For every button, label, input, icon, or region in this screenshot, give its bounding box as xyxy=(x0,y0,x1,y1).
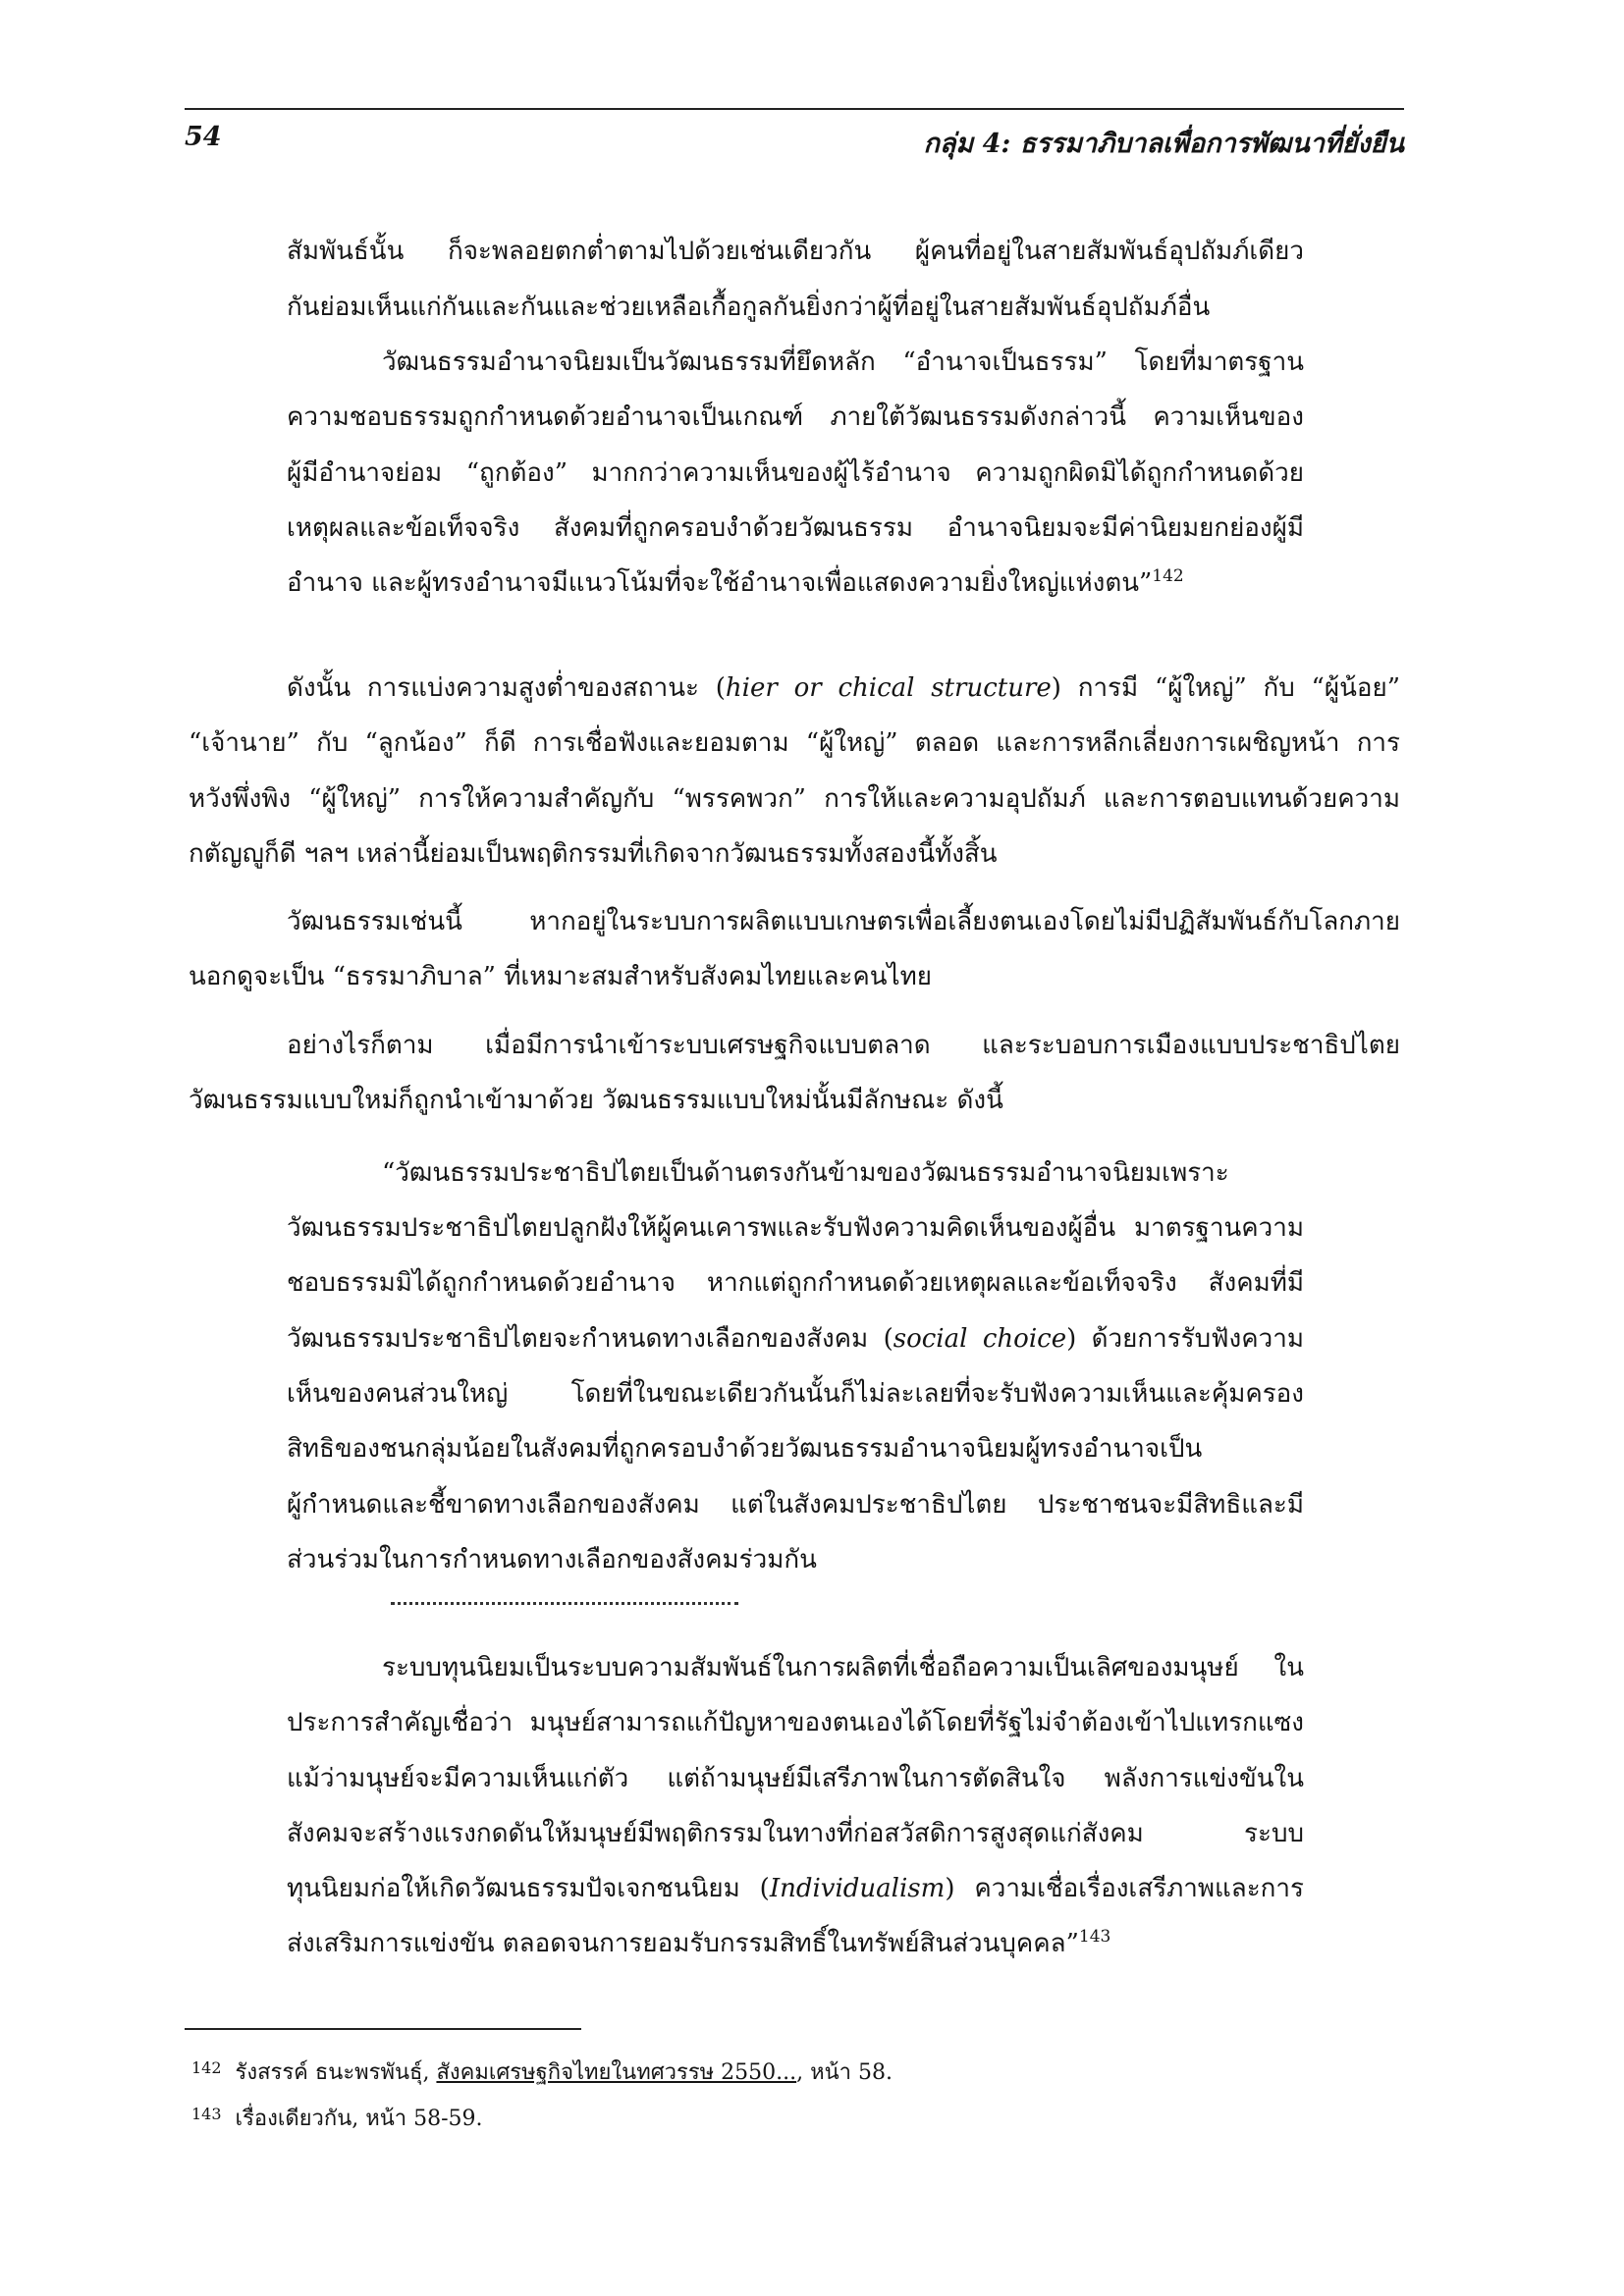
body-line: “เจ้านาย” กับ “ลูกน้อง” ก็ดี การเชื่อฟังและยอมตาม “ผู้ใหญ่” ตลอด และการหลีกเลี่ยงการเผชิญหน้า การ xyxy=(189,728,1400,758)
body-line: ความชอบธรรมถูกกำหนดด้วยอำนาจเป็นเกณฑ์ ภายใต้วัฒนธรรมดังกล่าวนี้ ความเห็นของ xyxy=(287,402,1304,432)
body-line: นอกดูจะเป็น “ธรรมาภิบาล” ที่เหมาะสมสำหรับสังคมไทยและคนไทย xyxy=(189,962,932,991)
italic-term: social choice xyxy=(893,1324,1067,1354)
body-text: ดังนั้น การแบ่งความสูงต่ำของสถานะ ( xyxy=(287,673,726,703)
body-text: วัฒนธรรมประชาธิปไตยจะกำหนดทางเลือกของสังคม ( xyxy=(287,1324,893,1354)
body-text: ) ความเชื่อเรื่องเสรีภาพและการ xyxy=(945,1874,1304,1903)
ellipsis-separator xyxy=(391,1602,738,1605)
body-line: เหตุผลและข้อเท็จจริง สังคมที่ถูกครอบงำด้วยวัฒนธรรม อำนาจนิยมจะมีค่านิยมยกย่องผู้มี xyxy=(287,513,1304,543)
body-line xyxy=(287,675,1400,701)
body-text: อำนาจ และผู้ทรงอำนาจมีแนวโน้มที่จะใช้อำนาจเพื่อแสดงความยิ่งใหญ่แห่งตน” xyxy=(287,568,1153,598)
footnote-142 xyxy=(191,2058,893,2085)
header-rule xyxy=(185,108,1404,110)
body-line: วัฒนธรรมแบบใหม่ก็ถูกนำเข้ามาด้วย วัฒนธรรมแบบใหม่นั้นมีลักษณะ ดังนี้ xyxy=(189,1086,1003,1115)
body-line: ผู้กำหนดและชี้ขาดทางเลือกของสังคม แต่ในสังคมประชาธิปไตย ประชาชนจะมีสิทธิและมี xyxy=(287,1490,1304,1520)
footnote-text: เรื่องเดียวกัน, หน้า 58-59. xyxy=(235,2107,483,2131)
body-line xyxy=(287,1927,1111,1958)
footnote-ref: 142 xyxy=(1152,566,1184,586)
page-number: 54 xyxy=(185,122,222,152)
footnote-143 xyxy=(191,2105,483,2131)
body-line xyxy=(287,566,1184,598)
body-line xyxy=(287,1876,1304,1901)
body-line xyxy=(287,1326,1304,1352)
italic-term: hier or chical structure xyxy=(725,673,1052,703)
body-text: ) ด้วยการรับฟังความ xyxy=(1066,1324,1304,1354)
body-text: ส่งเสริมการแข่งขัน ตลอดจนการยอมรับกรรมสิทธิ์ในทรัพย์สินส่วนบุคคล” xyxy=(287,1929,1079,1958)
footnote-number: 143 xyxy=(191,2105,222,2123)
footnote-author: รังสรรค์ ธนะพรพันธุ์, xyxy=(235,2060,437,2085)
footnote-number: 142 xyxy=(191,2058,222,2077)
body-line: สัมพันธ์นั้น ก็จะพลอยตกต่ำตามไปด้วยเช่นเดียวกัน ผู้คนที่อยู่ในสายสัมพันธ์อุปถัมภ์เดียว xyxy=(287,237,1304,266)
body-line: เห็นของคนส่วนใหญ่ โดยที่ในขณะเดียวกันนั้นก็ไม่ละเลยที่จะรับฟังความเห็นและคุ้มครอง xyxy=(287,1379,1304,1409)
body-line: แม้ว่ามนุษย์จะมีความเห็นแก่ตัว แต่ถ้ามนุษย์มีเสรีภาพในการตัดสินใจ พลังการแข่งขันใน xyxy=(287,1764,1304,1793)
body-text: ทุนนิยมก่อให้เกิดวัฒนธรรมปัจเจกชนนิยม ( xyxy=(287,1874,770,1903)
body-line: ส่วนร่วมในการกำหนดทางเลือกของสังคมร่วมกัน xyxy=(287,1545,817,1575)
body-line: วัฒนธรรมประชาธิปไตยปลูกฝังให้ผู้คนเคารพและรับฟังความคิดเห็นของผู้อื่น มาตรฐานความ xyxy=(287,1213,1304,1243)
running-title: กลุ่ม 4: ธรรมาภิบาลเพื่อการพัฒนาที่ยั่งยืน xyxy=(923,129,1404,159)
body-line: สังคมจะสร้างแรงกดดันให้มนุษย์มีพฤติกรรมในทางที่ก่อสวัสดิการสูงสุดแก่สังคม ระบบ xyxy=(287,1819,1304,1848)
body-line: ประการสำคัญเชื่อว่า มนุษย์สามารถแก้ปัญหาของตนเองได้โดยที่รัฐไม่จำต้องเข้าไปแทรกแซง xyxy=(287,1708,1304,1737)
italic-term: Individualism xyxy=(769,1874,946,1903)
body-line: วัฒนธรรมเช่นนี้ หากอยู่ในระบบการผลิตแบบเกษตรเพื่อเลี้ยงตนเองโดยไม่มีปฏิสัมพันธ์กับโลกภาย xyxy=(287,907,1400,936)
body-text: ) การมี “ผู้ใหญ่” กับ “ผู้น้อย” xyxy=(1051,673,1400,703)
body-line: หวังพึ่งพิง “ผู้ใหญ่” การให้ความสำคัญกับ “พรรคพวก” การให้และความอุปถัมภ์ และการตอบแทนด้วยความ xyxy=(189,784,1400,814)
footnote-rest: , หน้า 58. xyxy=(796,2060,893,2085)
body-line: กันย่อมเห็นแก่กันและกันและช่วยเหลือเกื้อกูลกันยิ่งกว่าผู้ที่อยู่ในสายสัมพันธ์อุปถัมภ์อื่น xyxy=(287,293,1211,322)
body-line: สิทธิของชนกลุ่มน้อยในสังคมที่ถูกครอบงำด้วยวัฒนธรรมอำนาจนิยมผู้ทรงอำนาจเป็น xyxy=(287,1434,1203,1464)
body-line: ผู้มีอำนาจย่อม “ถูกต้อง” มากกว่าความเห็นของผู้ไร้อำนาจ ความถูกผิดมิได้ถูกกำหนดด้วย xyxy=(287,458,1304,488)
body-line: อย่างไรก็ตาม เมื่อมีการนำเข้าระบบเศรษฐกิจแบบตลาด และระบอบการเมืองแบบประชาธิปไตย xyxy=(287,1031,1400,1060)
footnote-rule xyxy=(185,2028,581,2030)
body-line: ชอบธรรมมิได้ถูกกำหนดด้วยอำนาจ หากแต่ถูกกำหนดด้วยเหตุผลและข้อเท็จจริง สังคมที่มี xyxy=(287,1268,1304,1298)
body-line: “วัฒนธรรมประชาธิปไตยเป็นด้านตรงกันข้ามของวัฒนธรรมอำนาจนิยมเพราะ xyxy=(382,1158,1229,1188)
body-line: กตัญญูก็ดี ฯลฯ เหล่านี้ย่อมเป็นพฤติกรรมที่เกิดจากวัฒนธรรมทั้งสองนี้ทั้งสิ้น xyxy=(189,839,998,869)
footnote-ref: 143 xyxy=(1078,1927,1111,1947)
body-line: ระบบทุนนิยมเป็นระบบความสัมพันธ์ในการผลิตที่เชื่อถือความเป็นเลิศของมนุษย์ ใน xyxy=(382,1653,1304,1682)
body-line: วัฒนธรรมอำนาจนิยมเป็นวัฒนธรรมที่ยึดหลัก “อำนาจเป็นธรรม” โดยที่มาตรฐาน xyxy=(382,347,1304,377)
footnote-title: สังคมเศรษฐกิจไทยในทศวรรษ 2550... xyxy=(436,2060,797,2085)
